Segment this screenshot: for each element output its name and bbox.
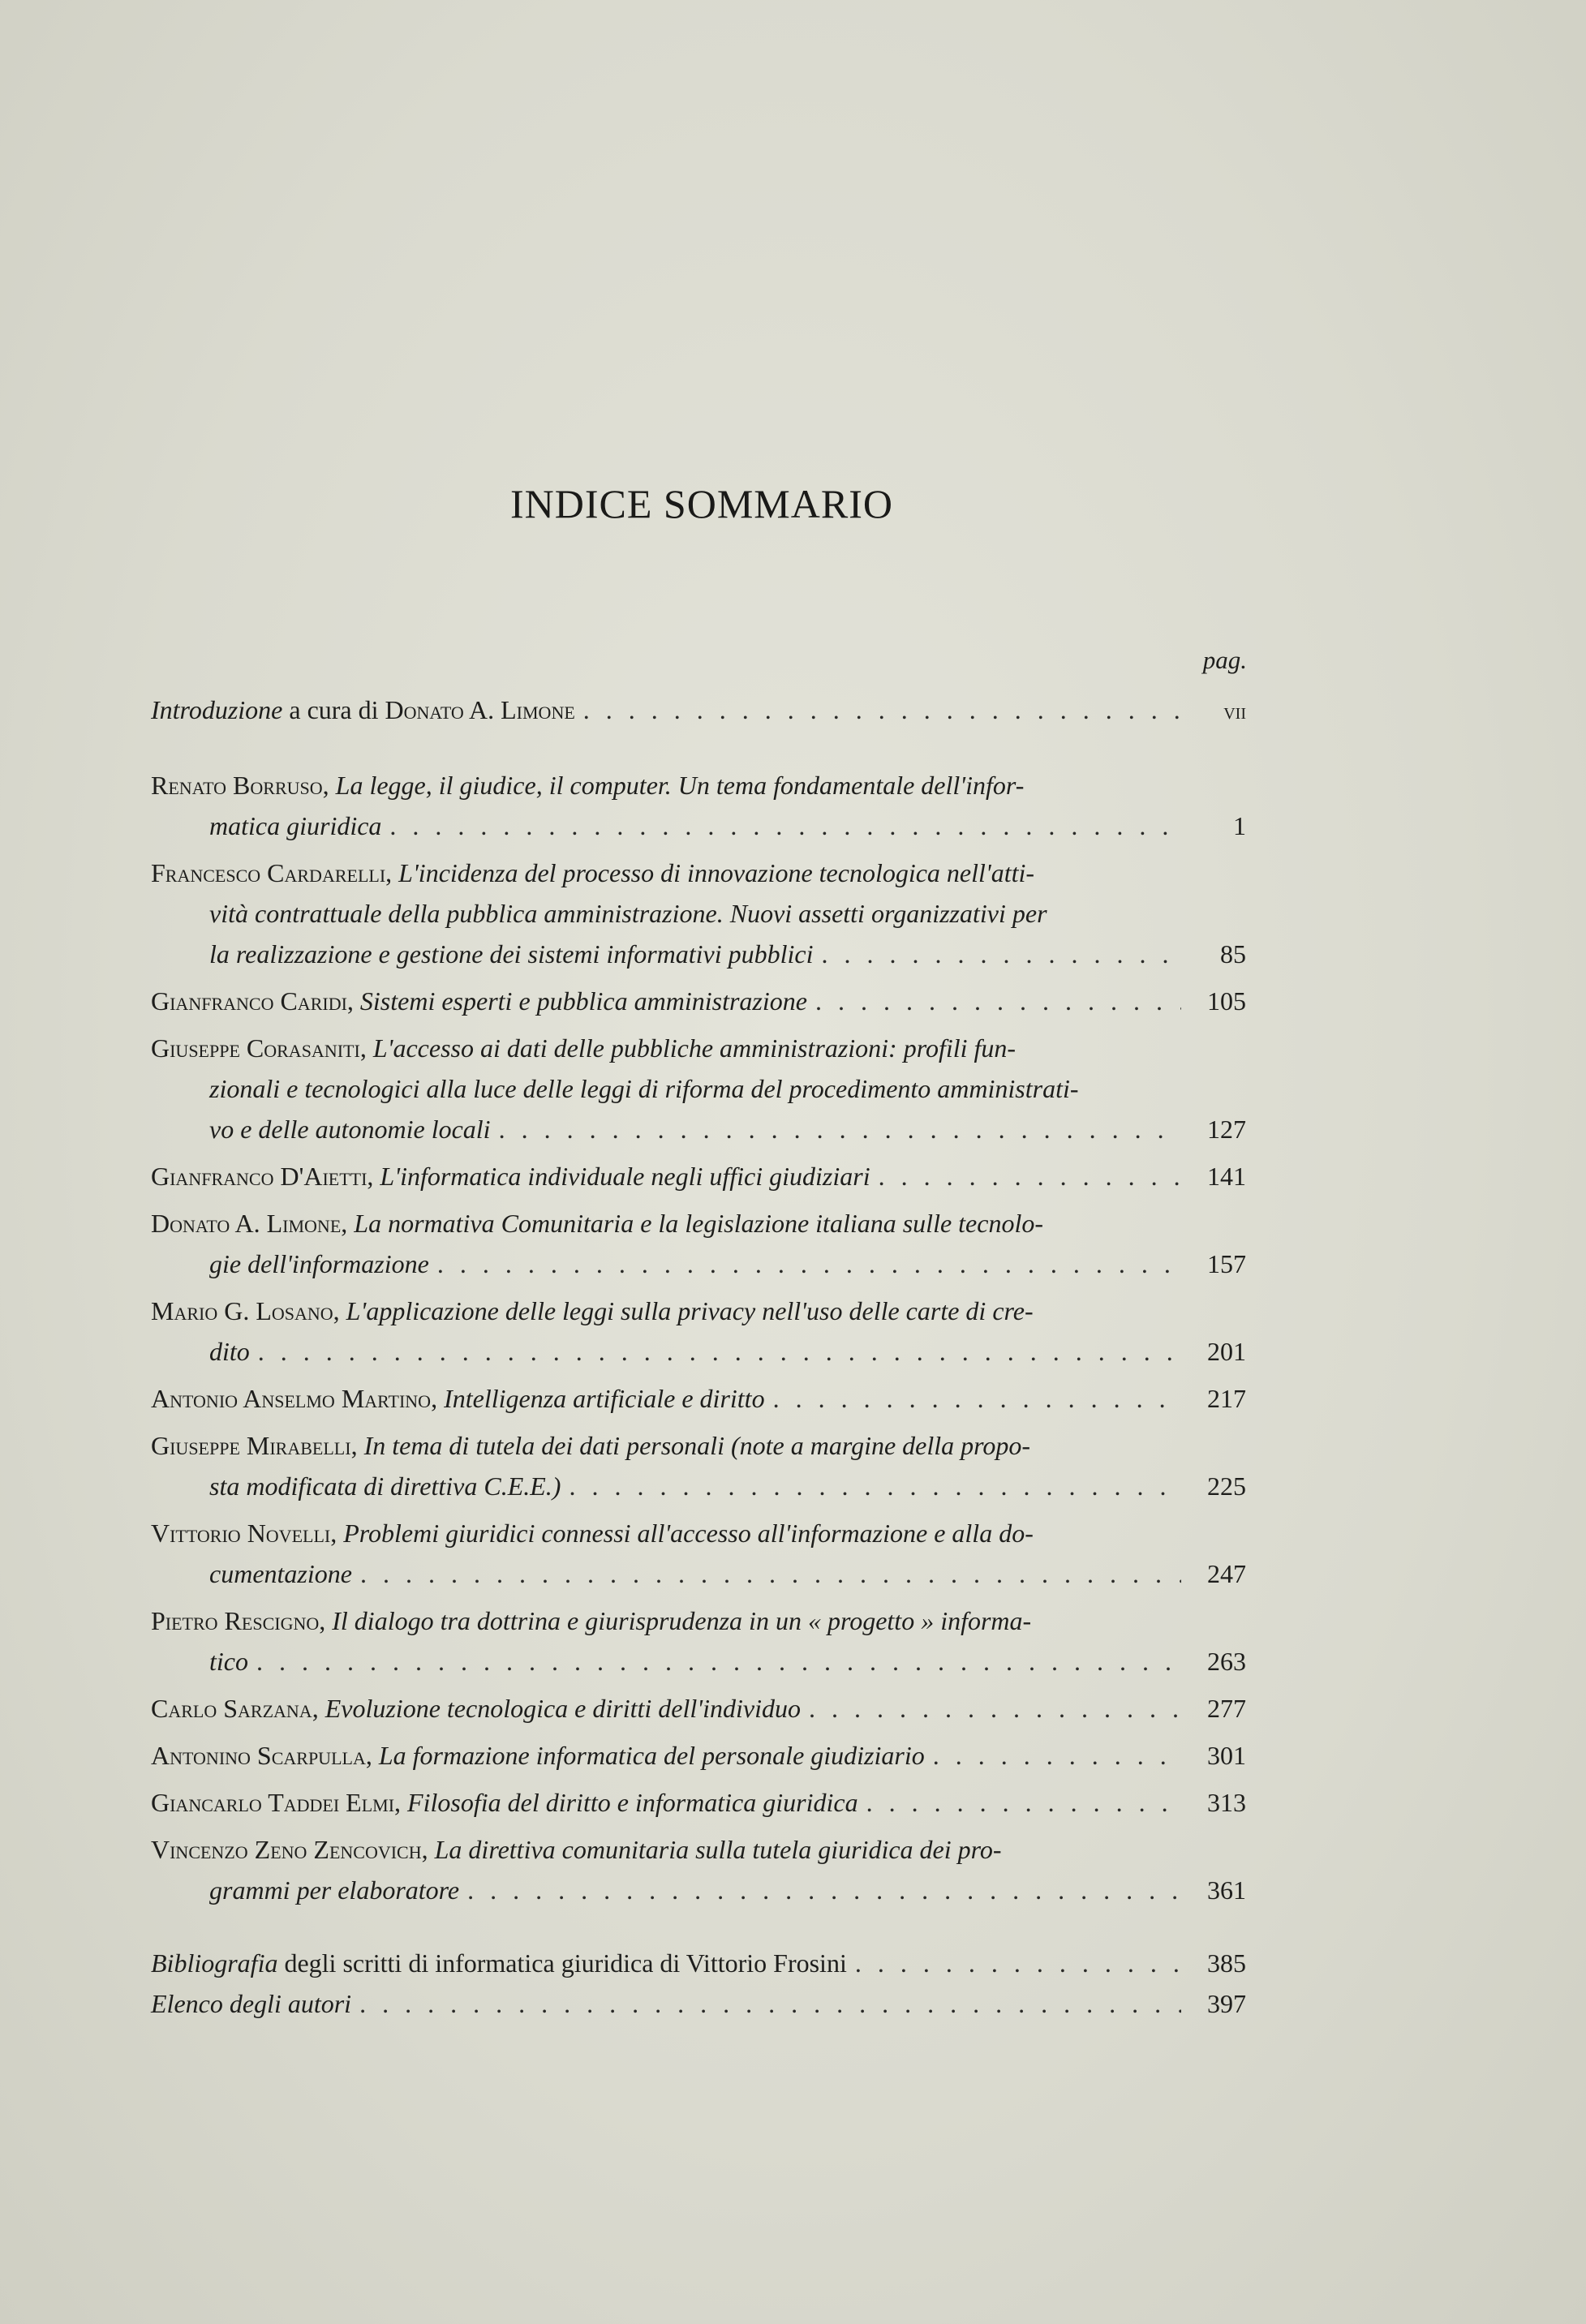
toc-entry-title-line: cumentazione [209, 1559, 352, 1588]
toc-entry-page: 301 [1207, 1741, 1246, 1770]
toc-entry-authors-list [151, 1983, 1246, 2024]
toc-entry: Giancarlo Taddei Elmi, Filosofia del diritto e informatica giuridica . . . 313 [151, 1782, 1246, 1823]
toc-entry: Giuseppe Corasaniti, L'accesso ai dati delle pubbliche amministrazioni: profili fun- zionali e tecnologici alla luce delle leggi di riforma del procedimento amministrati- vo e delle autonomie locali . . . 127 [151, 1028, 1246, 1149]
toc-entry-bibliography [151, 1943, 1246, 1983]
toc-entry-page: 85 [1220, 939, 1246, 969]
toc-entry-title-line: matica giuridica [209, 811, 382, 840]
toc-entry-title-line: L'informatica individuale negli uffici giudiziari [380, 1162, 870, 1191]
leader-dots [499, 1109, 1181, 1149]
toc-entry-author: Renato Borruso [151, 771, 323, 800]
toc-entry-title-line: vo e delle autonomie locali [209, 1115, 491, 1144]
toc-entry-title-line: Intelligenza artificiale e diritto [444, 1384, 765, 1413]
toc-entry-page: 141 [1207, 1162, 1246, 1191]
toc-entry: Gianfranco D'Aietti, L'informatica individuale negli uffici giudiziari . . . 141 [151, 1156, 1246, 1196]
toc-entry-title-line: In tema di tutela dei dati personali (note a margine della propo- [363, 1431, 1031, 1460]
toc-entry-author: Gianfranco D'Aietti [151, 1162, 367, 1191]
toc-entry-title-line: Filosofia del diritto e informatica giuridica [407, 1788, 858, 1817]
page-title: INDICE SOMMARIO [510, 481, 893, 526]
toc-entry-author: Vittorio Novelli [151, 1519, 331, 1548]
intro-page: vii [1223, 699, 1246, 724]
toc-entry-title-line: sta modificata di direttiva C.E.E.) [209, 1471, 561, 1501]
toc-entry-title-line: Problemi giuridici connessi all'accesso all'informazione e alla do- [343, 1519, 1034, 1548]
leader-dots [360, 1553, 1181, 1594]
toc-entry-author: Giuseppe Mirabelli [151, 1431, 351, 1460]
table-of-contents [151, 689, 1246, 2024]
toc-entry-author: Donato A. Limone [151, 1209, 342, 1238]
toc-entry-page: 157 [1207, 1249, 1246, 1278]
biblio-italic: Bibliografia [151, 1948, 278, 1978]
leader-dots [256, 1641, 1181, 1682]
toc-entry-title-line: L'incidenza del processo di innovazione tecnologica nell'atti- [398, 858, 1035, 887]
toc-entry-page: 277 [1207, 1694, 1246, 1723]
toc-entry-title-line: La normativa Comunitaria e la legislazione italiana sulle tecnolo- [354, 1209, 1043, 1238]
toc-entry-title-line: La formazione informatica del personale giudiziario [378, 1741, 925, 1770]
toc-entry-title-line: L'applicazione delle leggi sulla privacy nell'uso delle carte di cre- [346, 1296, 1034, 1325]
leader-dots [258, 1331, 1181, 1372]
toc-entry-introduction [151, 689, 1246, 732]
leader-dots [569, 1466, 1181, 1506]
toc-entry: Giuseppe Mirabelli, In tema di tutela dei dati personali (note a margine della propo- sta modificata di direttiva C.E.E.) . . . 225 [151, 1425, 1246, 1506]
leader-dots [359, 1983, 1181, 2024]
intro-italic: Introduzione [151, 695, 283, 724]
leader-dots [815, 981, 1181, 1021]
toc-entry-title-line: tico [209, 1647, 248, 1676]
toc-entry: Antonino Scarpulla, La formazione informatica del personale giudiziario . . . 301 [151, 1735, 1246, 1776]
toc-entry: Vittorio Novelli, Problemi giuridici connessi all'accesso all'informazione e alla do- cumentazione . . . 247 [151, 1513, 1246, 1594]
toc-entry-page: 225 [1207, 1471, 1246, 1501]
leader-dots [879, 1156, 1181, 1196]
leader-dots [866, 1782, 1181, 1823]
toc-entry-page: 361 [1207, 1875, 1246, 1905]
toc-entry-author: Antonino Scarpulla [151, 1741, 366, 1770]
toc-entry-page: 247 [1207, 1559, 1246, 1588]
toc-entry-author: Vincenzo Zeno Zencovich [151, 1835, 422, 1864]
toc-entry-author: Francesco Cardarelli [151, 858, 386, 887]
toc-entry-title-line: La direttiva comunitaria sulla tutela giuridica dei pro- [434, 1835, 1002, 1864]
toc-entry-title-line: vità contrattuale della pubblica amministrazione. Nuovi assetti organizzativi per [209, 899, 1047, 928]
authors-list-page: 397 [1207, 1989, 1246, 2018]
toc-entry: Pietro Rescigno, Il dialogo tra dottrina e giurisprudenza in un « progetto » informa- tico . . . 263 [151, 1600, 1246, 1682]
leader-dots [437, 1244, 1181, 1284]
leader-dots [855, 1943, 1181, 1983]
leader-dots [809, 1688, 1181, 1729]
toc-entry: Donato A. Limone, La normativa Comunitaria e la legislazione italiana sulle tecnolo- gie dell'informazione . . . 157 [151, 1203, 1246, 1284]
leader-dots [933, 1735, 1181, 1776]
intro-author: Donato A. Limone [385, 695, 575, 724]
toc-entry-title-line: la realizzazione e gestione dei sistemi informativi pubblici [209, 939, 814, 969]
toc-entry-author: Pietro Rescigno [151, 1606, 320, 1635]
toc-entry-author: Giancarlo Taddei Elmi [151, 1788, 395, 1817]
biblio-rest: degli scritti di informatica giuridica di Vittorio Frosini [277, 1948, 847, 1978]
toc-entry-title-line: Sistemi esperti e pubblica amministrazione [359, 986, 807, 1016]
toc-entry: Vincenzo Zeno Zencovich, La direttiva comunitaria sulla tutela giuridica dei pro- grammi per elaboratore . . . 361 [151, 1829, 1246, 1910]
toc-entry-title-line: grammi per elaboratore [209, 1875, 460, 1905]
toc-entry-page: 263 [1207, 1647, 1246, 1676]
toc-entry-title-line: La legge, il giudice, il computer. Un tema fondamentale dell'infor- [335, 771, 1025, 800]
toc-entry-author: Giuseppe Corasaniti [151, 1033, 360, 1063]
toc-entry-author: Antonio Anselmo Martino [151, 1384, 432, 1413]
toc-entry-title-line: Evoluzione tecnologica e diritti dell'individuo [325, 1694, 801, 1723]
toc-entry-author: Carlo Sarzana [151, 1694, 312, 1723]
toc-entry-title-line: gie dell'informazione [209, 1249, 429, 1278]
toc-entry: Mario G. Losano, L'applicazione delle leggi sulla privacy nell'uso delle carte di cre- dito . . . 201 [151, 1291, 1246, 1372]
leader-dots [467, 1870, 1181, 1910]
toc-entry-title-line: zionali e tecnologici alla luce delle leggi di riforma del procedimento amministrati- [209, 1074, 1079, 1103]
toc-entry-title-line: Il dialogo tra dottrina e giurisprudenza in un « progetto » informa- [332, 1606, 1032, 1635]
toc-entry-page: 217 [1207, 1384, 1246, 1413]
toc-entry: Carlo Sarzana, Evoluzione tecnologica e diritti dell'individuo . . . 277 [151, 1688, 1246, 1729]
intro-rest: a cura di [282, 695, 385, 724]
toc-entry: Renato Borruso, La legge, il giudice, il computer. Un tema fondamentale dell'infor- matica giuridica . . . 1 [151, 765, 1246, 846]
leader-dots [773, 1378, 1181, 1419]
toc-entry: Francesco Cardarelli, L'incidenza del processo di innovazione tecnologica nell'atti- vità contrattuale della pubblica amministrazione. Nuovi assetti organizzativi per la realizzazione e gestione dei sistemi informativi pubblici . . . 85 [151, 853, 1246, 974]
toc-entry-title-line: dito [209, 1337, 250, 1366]
leader-dots [389, 805, 1181, 846]
authors-list-label: Elenco degli autori [151, 1989, 352, 2018]
toc-entry-page: 313 [1207, 1788, 1246, 1817]
toc-entry: Gianfranco Caridi, Sistemi esperti e pubblica amministrazione . . . 105 [151, 981, 1246, 1021]
toc-entries [151, 765, 1246, 1910]
toc-entry-page: 201 [1207, 1337, 1246, 1366]
toc-entry-page: 127 [1207, 1115, 1246, 1144]
leader-dots [583, 689, 1181, 730]
toc-entry-page: 105 [1207, 986, 1246, 1016]
biblio-page: 385 [1207, 1948, 1246, 1978]
toc-entry: Antonio Anselmo Martino, Intelligenza artificiale e diritto . . . 217 [151, 1378, 1246, 1419]
leader-dots [822, 934, 1181, 974]
toc-entry-author: Gianfranco Caridi [151, 986, 347, 1016]
toc-entry-page: 1 [1233, 811, 1246, 840]
toc-entry-author: Mario G. Losano [151, 1296, 333, 1325]
page-column-label: pag. [1202, 646, 1247, 674]
toc-entry-title-line: L'accesso ai dati delle pubbliche amministrazioni: profili fun- [372, 1033, 1017, 1063]
